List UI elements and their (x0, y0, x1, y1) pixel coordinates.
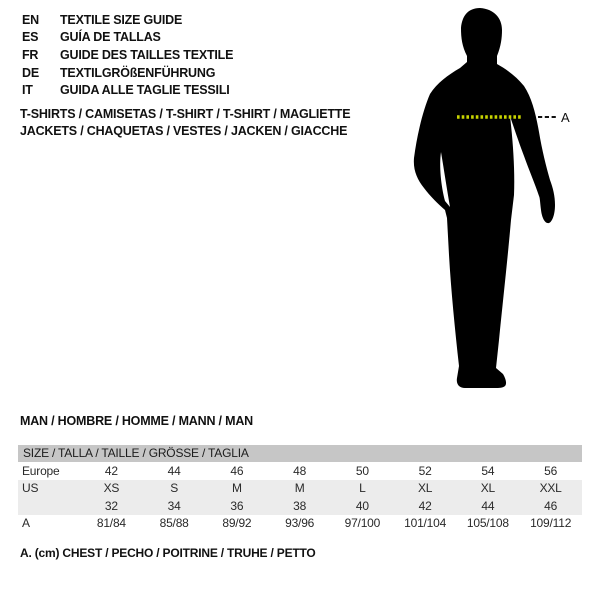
language-label: GUIDA ALLE TAGLIE TESSILI (60, 83, 230, 98)
table-cell: XXL (539, 481, 562, 496)
section-title-man: MAN / HOMBRE / HOMME / MANN / MAN (20, 414, 253, 428)
table-cell: M (231, 481, 242, 496)
table-cell: 52 (418, 463, 432, 478)
language-code: ES (22, 30, 39, 45)
category-tshirts: T-SHIRTS / CAMISETAS / T-SHIRT / T-SHIRT / MAGLIETTE (20, 107, 351, 121)
table-cell: 34 (167, 498, 181, 513)
table-cell: 97/100 (344, 516, 381, 531)
table-cell: 101/104 (404, 516, 447, 531)
language-code: IT (22, 83, 33, 98)
table-cell: 105/108 (466, 516, 509, 531)
table-row (18, 497, 582, 515)
table-cell: S (170, 481, 179, 496)
table-cell: 50 (355, 463, 369, 478)
language-code: DE (22, 65, 39, 80)
table-cell: XL (480, 481, 496, 496)
table-cell: 44 (167, 463, 181, 478)
table-cell: 81/84 (96, 516, 126, 531)
table-cell: XS (103, 481, 120, 496)
row-label: Europe (22, 463, 60, 478)
measure-label-a: A (561, 110, 570, 125)
table-cell: 40 (355, 498, 369, 513)
man-silhouette-figure (390, 0, 600, 400)
language-code: EN (22, 12, 39, 27)
chest-footnote: A. (cm) CHEST / PECHO / POITRINE / TRUHE / PETTO (20, 546, 316, 560)
row-label: US (22, 481, 39, 496)
man-silhouette (414, 8, 555, 388)
language-row (22, 64, 233, 82)
category-jackets: JACKETS / CHAQUETAS / VESTES / JACKEN / GIACCHE (20, 124, 348, 138)
table-cell: 42 (418, 498, 432, 513)
table-cell: 109/112 (530, 516, 572, 531)
table-cell: 56 (544, 463, 558, 478)
table-cell: 42 (104, 463, 118, 478)
table-cell: XL (417, 481, 433, 496)
table-cell: 36 (230, 498, 244, 513)
table-cell: 93/96 (285, 516, 315, 531)
table-row (18, 515, 582, 533)
category-list (20, 106, 350, 140)
size-table-body (18, 462, 582, 532)
table-cell: 48 (293, 463, 307, 478)
language-row (22, 81, 233, 99)
language-label: GUIDE DES TAILLES TEXTILE (60, 47, 234, 62)
language-label: TEXTILGRÖßENFÜHRUNG (60, 65, 216, 80)
language-row (22, 46, 233, 64)
language-row (22, 11, 233, 29)
language-code: FR (22, 47, 39, 62)
table-row (18, 480, 582, 498)
row-label: A (22, 516, 30, 531)
table-cell: 32 (104, 498, 118, 513)
language-row (22, 29, 233, 47)
size-table-header: SIZE / TALLA / TAILLE / GRÖSSE / TAGLIA (18, 445, 582, 462)
table-cell: 38 (293, 498, 307, 513)
table-cell: 46 (230, 463, 244, 478)
table-cell: M (294, 481, 305, 496)
language-label: GUÍA DE TALLAS (60, 30, 161, 45)
table-cell: 46 (544, 498, 558, 513)
table-cell: 54 (481, 463, 495, 478)
language-label: TEXTILE SIZE GUIDE (60, 12, 183, 27)
table-cell: 85/88 (159, 516, 189, 531)
table-cell: 89/92 (222, 516, 252, 531)
silhouette-svg (390, 0, 600, 400)
size-table (18, 445, 582, 532)
table-cell: 44 (481, 498, 495, 513)
language-list (22, 11, 233, 99)
table-row (18, 462, 582, 480)
table-cell: L (359, 481, 366, 496)
